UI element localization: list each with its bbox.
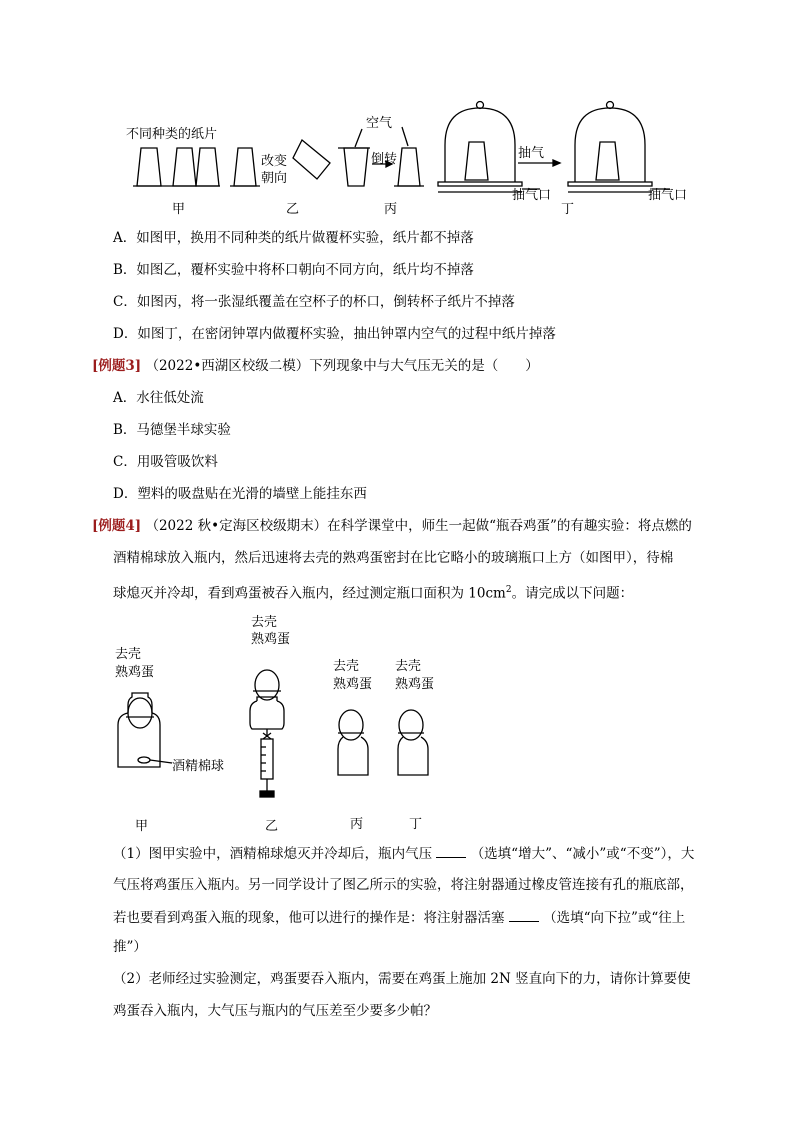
q3-option-c: C．用吸管吸饮料 (113, 454, 218, 470)
label-outlet-1: 抽气口 (512, 188, 552, 203)
q4-p1-e: （选填“向下拉”或“往上 (543, 910, 686, 926)
q2-option-c: C．如图丙，将一张湿纸覆盖在空杯子的杯口，倒转杯子纸片不掉落 (113, 294, 515, 310)
q4-p2-a: （2）老师经过实验测定，鸡蛋要吞入瓶内，需要在鸡蛋上施加 2N 竖直向下的力，请你计算要使 (113, 971, 691, 987)
q4-stem-1: （2022 秋•定海区校级期末）在科学课堂中，师生一起做“瓶吞鸡蛋”的有趣实验：将点燃的 (145, 518, 692, 534)
q4-p1-line-3 (113, 907, 685, 928)
figure-cup-experiments (120, 100, 710, 215)
caption-bing: 丙 (384, 202, 398, 217)
q4-p1-d: 若也要看到鸡蛋入瓶的现象，他可以进行的操作是：将注射器活塞 (113, 910, 505, 926)
label-outlet-2: 抽气口 (648, 188, 688, 203)
bing-egg-label-1: 去壳 (333, 659, 360, 674)
q4-stem-line-3 (113, 580, 633, 604)
yi-egg-label-2: 熟鸡蛋 (251, 632, 291, 647)
caption-ding: 丁 (561, 202, 575, 217)
q3-option-b: B．马德堡半球实验 (113, 422, 231, 438)
q4-stem-3-sup: 2 (505, 585, 512, 595)
caption-ding-2: 丁 (409, 817, 423, 832)
q4-tag: [例题4] (92, 518, 142, 534)
q4-stem-3a: 球熄灭并冷却，看到鸡蛋被吞入瓶内，经过测定瓶口面积为 10cm (113, 585, 506, 602)
q2-option-d: D．如图丁，在密闭钟罩内做覆杯实验，抽出钟罩内空气的过程中纸片掉落 (113, 326, 556, 342)
label-air: 空气 (366, 116, 393, 131)
q3-tag: [例题3] (92, 358, 142, 374)
yi-egg-label-1: 去壳 (251, 615, 278, 630)
caption-jia-2: 甲 (135, 819, 149, 834)
label-cotton: 酒精棉球 (172, 759, 225, 774)
label-invert: 倒转 (371, 152, 398, 167)
q2-option-b: B．如图乙，覆杯实验中将杯口朝向不同方向，纸片均不掉落 (113, 262, 474, 278)
label-paper: 不同种类的纸片 (126, 127, 218, 142)
caption-jia: 甲 (172, 202, 186, 217)
q4-stem-2: 酒精棉球放入瓶内，然后迅速将去壳的熟鸡蛋密封在比它略小的玻璃瓶口上方（如图甲），待棉 (113, 550, 674, 566)
label-change-2: 朝向 (261, 171, 288, 186)
q4-p1-b: （选填“增大”、“减小”或“不变”），大 (470, 846, 695, 862)
q4-p2-b: 鸡蛋吞入瓶内，大气压与瓶内的气压差至少要多少帕？ (113, 1003, 437, 1019)
label-change-1: 改变 (261, 154, 288, 169)
answer-blank-2[interactable] (509, 907, 539, 922)
q3-option-a: A．水往低处流 (113, 390, 204, 406)
cup-experiments-drawing (120, 100, 710, 215)
q3-stem-line (92, 356, 539, 376)
answer-blank-1[interactable] (436, 843, 466, 858)
bing-egg-label-2: 熟鸡蛋 (333, 677, 373, 692)
ding-egg-label-1: 去壳 (395, 659, 422, 674)
jia-egg-label-2: 熟鸡蛋 (115, 665, 155, 680)
q4-stem-3b: 。请完成以下问题： (511, 585, 634, 602)
figure-egg-bottle (100, 605, 460, 835)
q2-option-a: A．如图甲，换用不同种类的纸片做覆杯实验，纸片都不掉落 (113, 230, 474, 246)
caption-yi-2: 乙 (265, 819, 279, 834)
q4-p1-line-1 (113, 843, 694, 864)
jia-egg-label-1: 去壳 (115, 647, 142, 662)
caption-bing-2: 丙 (350, 817, 364, 832)
q4-stem-line-1 (92, 516, 692, 536)
q3-stem: （2022•西湖区校级二模）下列现象中与大气压无关的是（ ） (145, 358, 539, 374)
label-pump: 抽气 (518, 146, 545, 161)
q4-p1-a: （1）图甲实验中，酒精棉球熄灭并冷却后，瓶内气压 (113, 846, 433, 862)
ding-egg-label-2: 熟鸡蛋 (395, 677, 435, 692)
q4-p1-c: 气压将鸡蛋压入瓶内。另一同学设计了图乙所示的实验，将注射器通过橡皮管连接有孔的瓶底部， (113, 877, 694, 893)
q4-p1-f: 推”） (113, 939, 147, 955)
caption-yi: 乙 (286, 202, 300, 217)
q3-option-d: D．塑料的吸盘贴在光滑的墙壁上能挂东西 (113, 486, 367, 502)
